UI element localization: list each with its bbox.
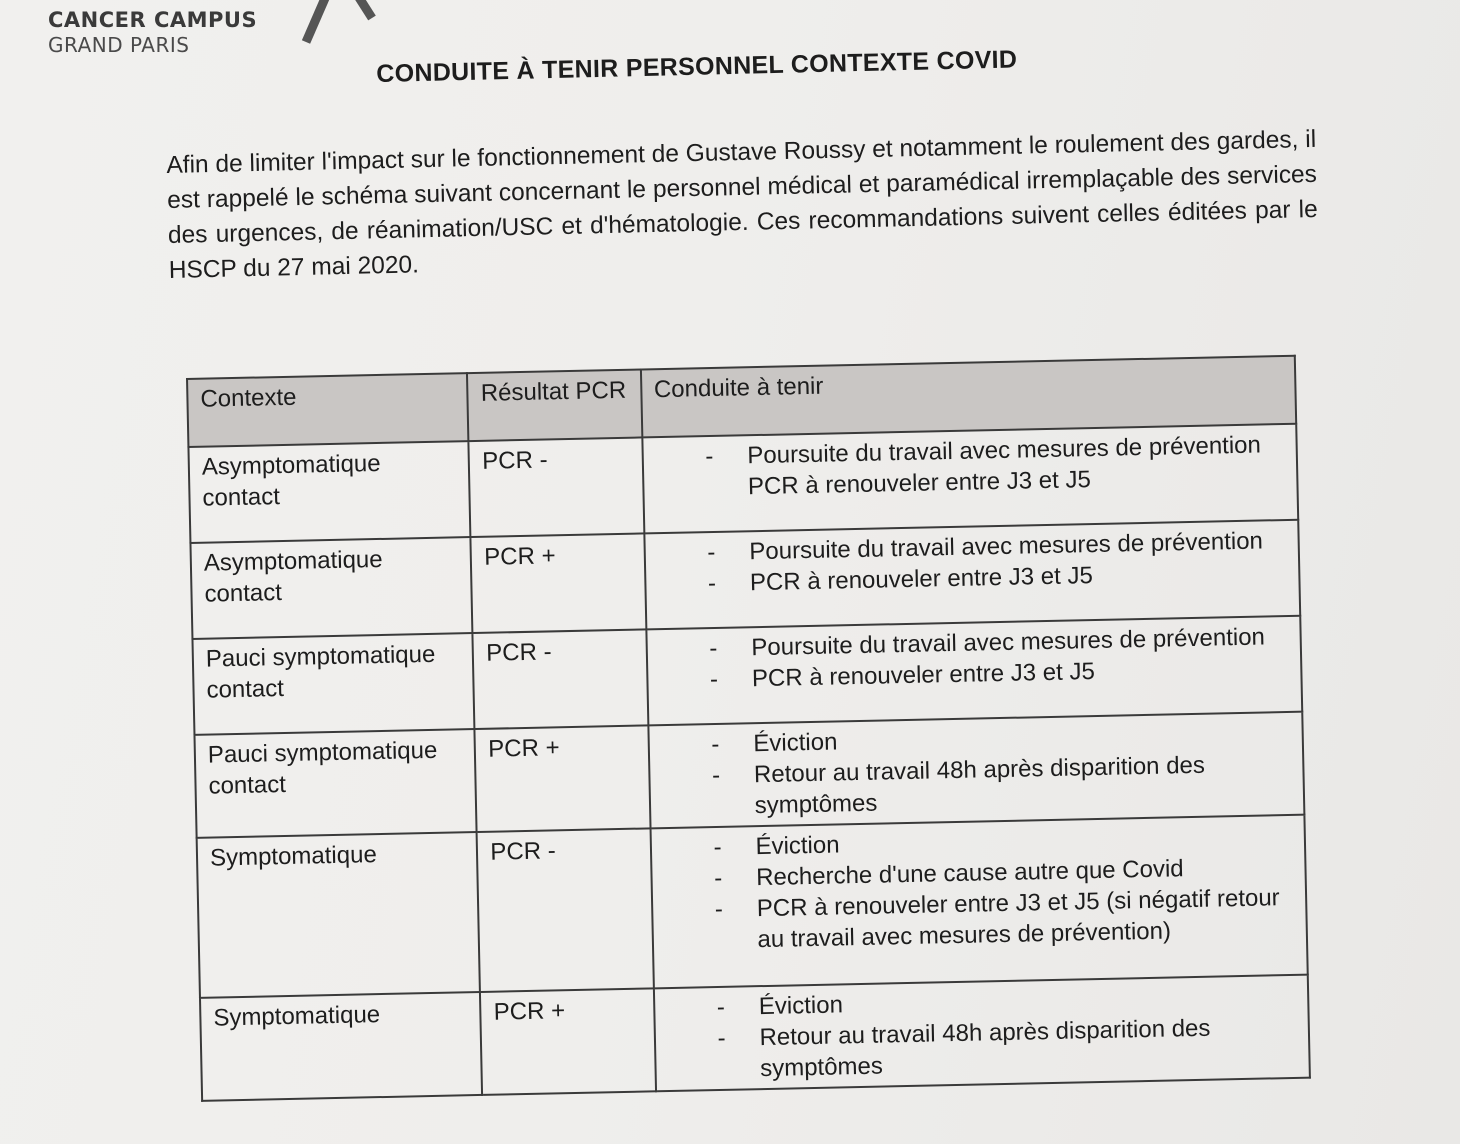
cell-conduite <box>642 424 1298 534</box>
list-item: - Poursuite du travail avec mesures de prévention <box>709 623 1266 663</box>
cell-conduite <box>648 712 1304 829</box>
cell-contexte: Asymptomatique contact <box>190 537 472 639</box>
protocol-table <box>186 355 1311 1102</box>
logo-line-2: GRAND PARIS <box>48 33 190 57</box>
list-item-text: Retour au travail 48h après disparition des symptômes <box>759 1014 1211 1083</box>
list-item: - PCR à renouveler entre J3 et J5 <box>709 658 1096 694</box>
list-item-text: Poursuite du travail avec mesures de prévention <box>749 527 1264 566</box>
table-row <box>200 975 1310 1101</box>
list-item: - Éviction <box>713 831 840 862</box>
cell-contexte: Pauci symptomatique contact <box>192 633 474 735</box>
list-item: - Poursuite du travail avec mesures de prévention <box>707 527 1264 567</box>
cell-pcr: PCR + <box>471 533 646 633</box>
cell-contexte: Asymptomatique contact <box>188 441 470 543</box>
document-title: CONDUITE À TENIR PERSONNEL CONTEXTE COVID <box>376 45 1018 88</box>
list-item: - Éviction <box>711 728 838 759</box>
list-item: - Recherche d'une cause autre que Covid <box>713 855 1184 893</box>
cell-contexte: Symptomatique <box>197 832 481 998</box>
list-item: - Retour au travail 48h après disparition des symptômes <box>711 751 1206 820</box>
header-contexte: Contexte <box>187 373 469 447</box>
list-item-text: Éviction <box>755 831 840 861</box>
cell-pcr: PCR + <box>475 725 650 832</box>
cell-pcr: PCR - <box>469 437 644 537</box>
list-item-text: PCR à renouveler entre J3 et J5 <box>751 658 1096 693</box>
logo-mark-icon <box>300 0 380 44</box>
list-item-text: PCR à renouveler entre J3 et J5 (si négatif retour au travail avec mesures de prévention) <box>756 884 1280 954</box>
list-item: - PCR à renouveler entre J3 et J5 (si négatif retour au travail avec mesures de prévention) <box>714 884 1280 954</box>
cell-contexte: Pauci symptomatique contact <box>194 729 477 838</box>
list-item: - Poursuite du travail avec mesures de prévention PCR à renouveler entre J3 et J5 <box>705 431 1262 501</box>
list-item-text: Poursuite du travail avec mesures de prévention PCR à renouveler entre J3 et J5 <box>747 431 1262 501</box>
list-item-text: Retour au travail 48h après disparition des symptômes <box>753 751 1206 820</box>
list-item: - Éviction <box>716 991 844 1022</box>
cell-contexte: Symptomatique <box>200 992 483 1101</box>
protocol-table-wrapper <box>186 355 1311 1102</box>
cell-conduite <box>653 975 1309 1092</box>
cell-pcr: PCR - <box>473 629 648 729</box>
table-row <box>197 815 1308 998</box>
list-item-text: PCR à renouveler entre J3 et J5 <box>749 562 1094 597</box>
list-item-text: Éviction <box>758 991 844 1021</box>
intro-paragraph: Afin de limiter l'impact sur le fonctionnement de Gustave Roussy et notamment le roulement des gardes, il est rappelé le schéma suivant concernant le personnel médical et paramédical irremplaçable des services des urgences, de réanimation/USC et d'hématologie. Ces recommandations suivent celles éditées par le HSCP du 27 mai 2020. <box>166 125 1318 284</box>
organization-logo <box>48 8 257 58</box>
list-item-text: Recherche d'une cause autre que Covid <box>755 855 1184 892</box>
list-item: - PCR à renouveler entre J3 et J5 <box>707 562 1094 598</box>
cell-conduite <box>644 520 1300 630</box>
logo-line-1: CANCER CAMPUS <box>48 8 258 32</box>
cell-conduite <box>650 815 1308 989</box>
list-item: - Retour au travail 48h après disparition des symptômes <box>717 1014 1211 1083</box>
list-item-text: Poursuite du travail avec mesures de prévention <box>751 623 1266 662</box>
cell-pcr: PCR + <box>480 988 655 1095</box>
header-resultat-pcr: Résultat PCR <box>467 369 642 441</box>
cell-conduite <box>646 616 1302 726</box>
header-conduite: Conduite à tenir <box>641 356 1297 438</box>
list-item-text: Éviction <box>753 728 838 758</box>
cell-pcr: PCR - <box>477 828 654 992</box>
